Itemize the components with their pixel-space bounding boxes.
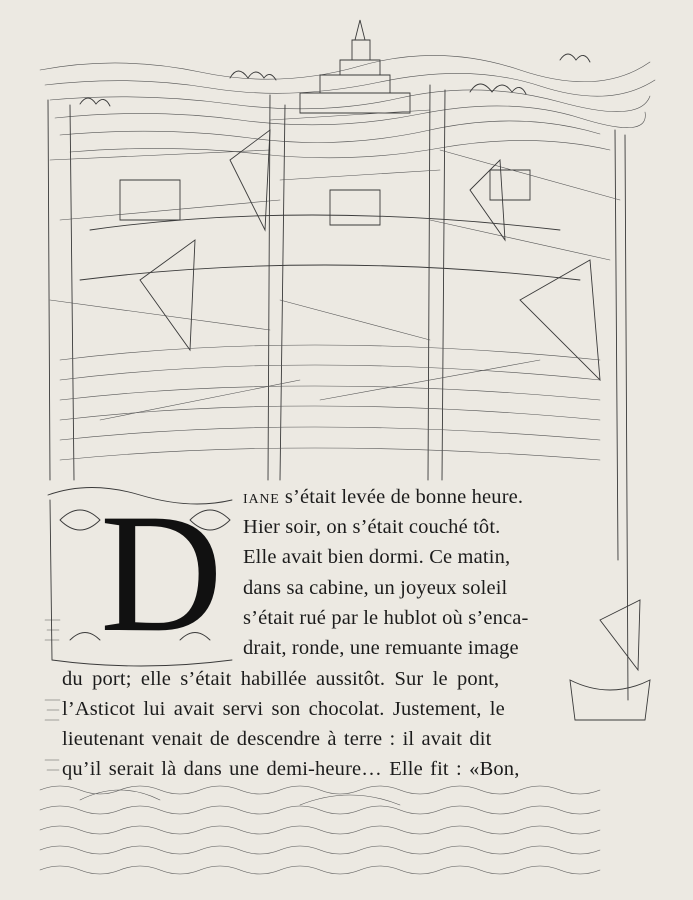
sailboat-right xyxy=(570,600,650,720)
text-line-3: Elle avait bien dormi. Ce matin, xyxy=(243,546,511,568)
first-word-smallcaps: iane xyxy=(243,486,280,508)
sky-hatching xyxy=(40,55,655,157)
sails xyxy=(140,130,600,380)
text-line-4: dans sa cabine, un joyeux soleil xyxy=(243,577,508,599)
clouds xyxy=(80,54,590,106)
town-buildings xyxy=(80,170,580,280)
text-line-7: du port; elle s’était habillée aussitôt. Sur le pont, xyxy=(62,668,500,690)
drop-cap-letter: D xyxy=(100,479,223,667)
hull-hatching xyxy=(60,345,600,460)
margin-flags xyxy=(45,620,60,770)
text-line-5: s’était rué par le hublot où s’enca- xyxy=(243,607,529,629)
text-line-8: l’Asticot lui avait servi son chocolat. Justement, le xyxy=(62,698,505,720)
text-line-6: drait, ronde, une remuante image xyxy=(243,637,519,659)
text-line-1 xyxy=(243,485,523,509)
line-1-rest: s’était levée de bonne heure. xyxy=(279,486,524,508)
text-line-10: qu’il serait là dans une demi-heure… Elle fit : «Bon, xyxy=(62,758,520,780)
text-line-9: lieutenant venait de descendre à terre : il avait dit xyxy=(62,728,492,750)
church-tower xyxy=(300,20,410,113)
water-waves xyxy=(40,786,600,874)
text-line-2: Hier soir, on s’était couché tôt. xyxy=(243,516,501,538)
